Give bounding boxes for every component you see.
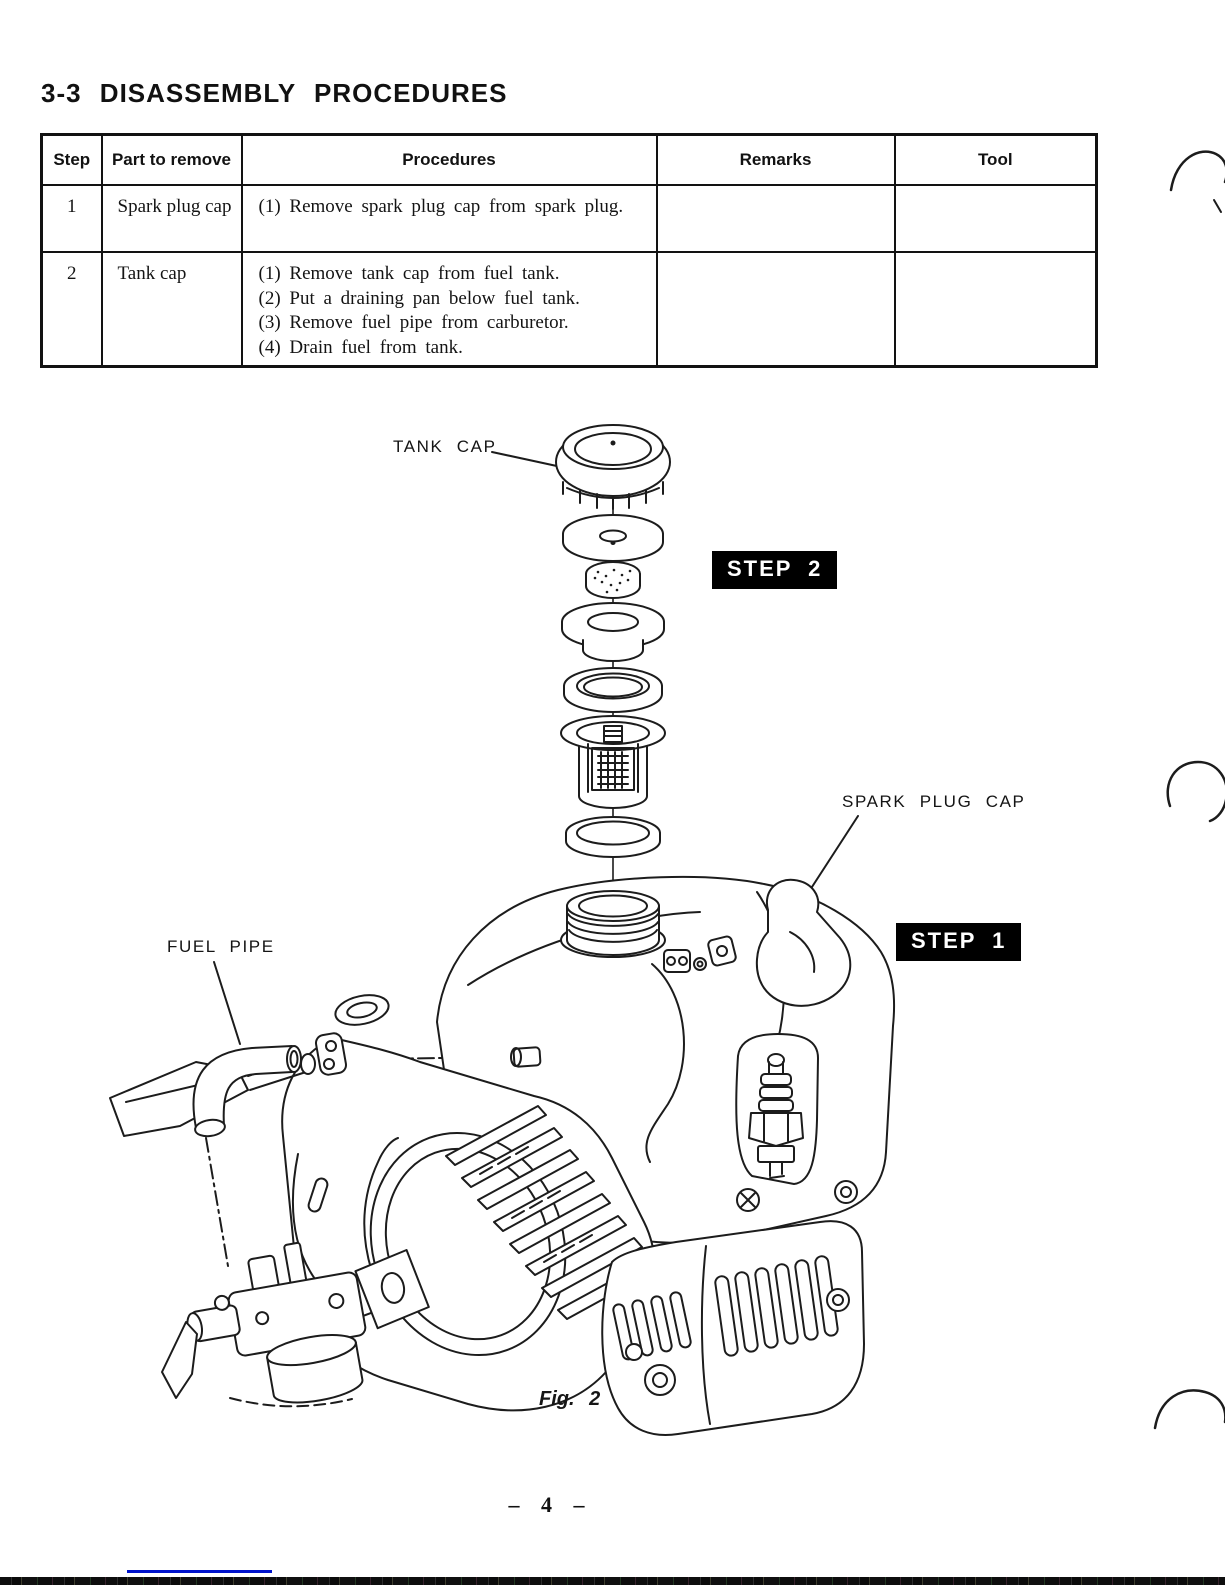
cell-step: 1 [42, 185, 102, 252]
page-number: – 4 – [508, 1492, 587, 1517]
label-tank-cap: TANK CAP [393, 437, 497, 456]
step-1-badge: STEP 1 [896, 923, 1021, 961]
tank-cap-part [556, 425, 670, 509]
spark-plug-part [736, 1034, 818, 1184]
step-2-badge: STEP 2 [712, 551, 837, 589]
scan-curl-artifacts [1155, 152, 1225, 1428]
washer-part [563, 515, 663, 561]
col-header-part: Part to remove [102, 135, 242, 186]
procedure-line: (1) Remove tank cap from fuel tank. [258, 263, 560, 284]
label-spark-plug-cap: SPARK PLUG CAP [842, 792, 1026, 811]
muffler-cover [602, 1221, 864, 1435]
col-header-procedures: Procedures [242, 135, 657, 186]
gasket-part [564, 668, 662, 712]
blue-underline-mark [127, 1570, 272, 1573]
cork-seal-part [586, 562, 640, 598]
procedure-line: (2) Put a draining pan below fuel tank. [258, 287, 580, 309]
procedure-line: (4) Drain fuel from tank. [258, 337, 463, 359]
label-fuel-pipe: FUEL PIPE [167, 937, 275, 956]
cell-part: Tank cap [102, 252, 242, 366]
fuel-strainer-part [561, 716, 665, 808]
figure-caption: Fig. 2 [539, 1388, 601, 1410]
cell-step: 2 [42, 252, 102, 366]
col-header-step: Step [42, 135, 102, 186]
procedure-line: (1) Remove spark plug cap from spark plug. [258, 196, 624, 217]
grommet-part [562, 603, 664, 661]
col-header-remarks: Remarks [657, 135, 895, 186]
scan-edge-artifact [0, 1577, 1225, 1585]
o-ring-part [566, 817, 660, 857]
cell-part: Spark plug cap [102, 185, 242, 252]
procedure-line: (3) Remove fuel pipe from carburetor. [258, 312, 569, 334]
page-title: 3-3 DISASSEMBLY PROCEDURES [41, 78, 508, 108]
col-header-tool: Tool [895, 135, 1097, 186]
